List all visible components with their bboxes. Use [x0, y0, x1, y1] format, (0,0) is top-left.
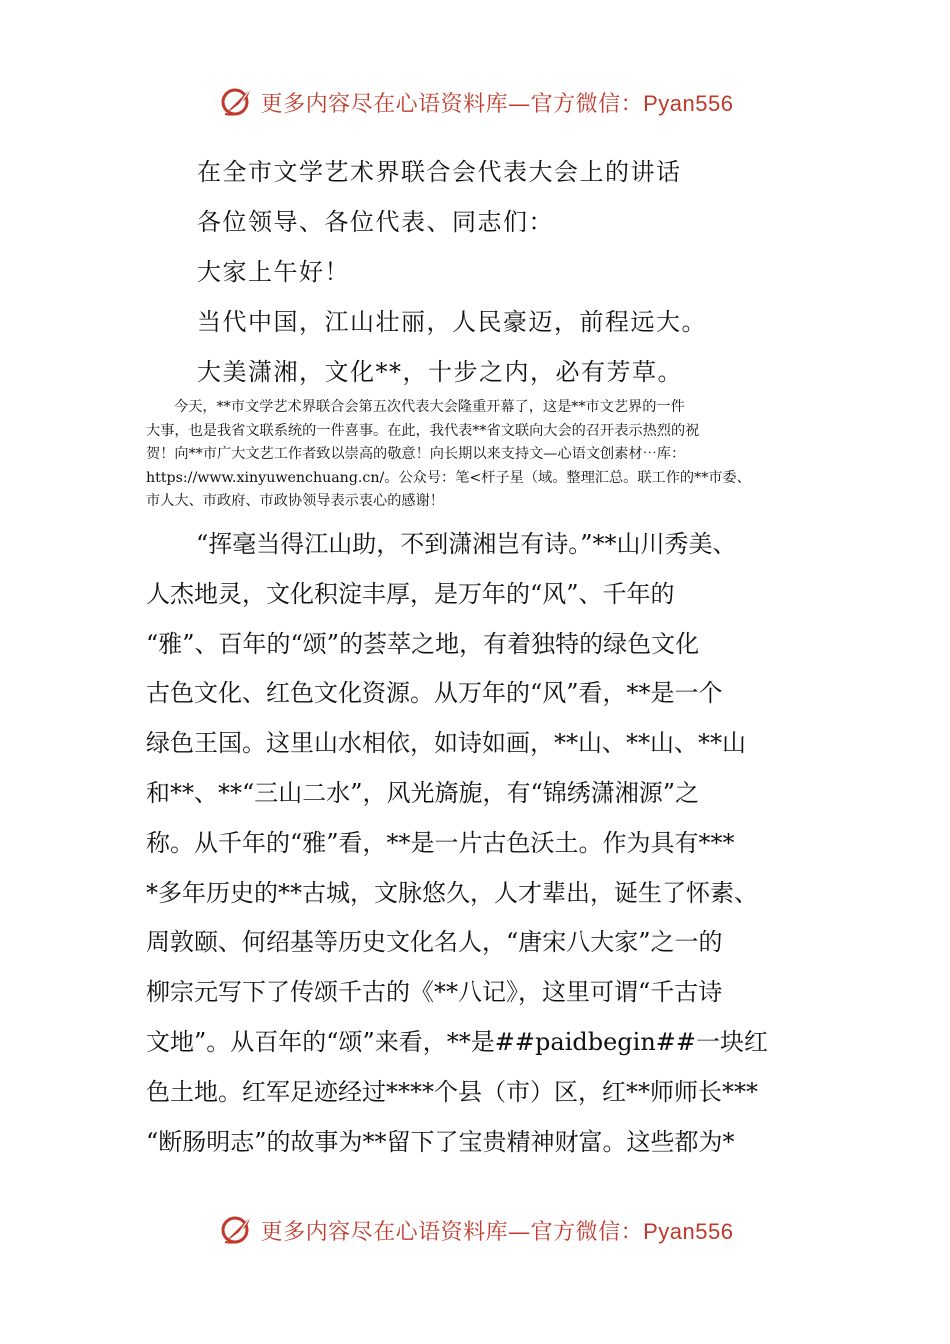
body-line: 和**、**“三山二水”，风光旖旎，有“锦绣潇湘源”之 — [146, 778, 700, 807]
salutation: 各位领导、各位代表、同志们： — [197, 208, 554, 236]
footer-banner — [0, 1210, 950, 1250]
paragraph-line: 今天，**市文学艺术界联合会第五次代表大会隆重开幕了，这是**市文艺界的一件 — [174, 399, 685, 415]
banner-slogan: 更多内容尽在心语资料库—官方微信： — [260, 91, 644, 117]
paragraph-line: https://www.xinyuwenchuang.cn/。公众号：笔<杆子星（域。整理汇总。联工作的**市委、 — [146, 469, 751, 486]
body-line: 文地”。从百年的“颂”来看，**是##paidbegin##一块红 — [146, 1027, 769, 1056]
body-line: 周敦颐、何绍基等历史文化名人，“唐宋八大家”之一的 — [146, 928, 723, 957]
paragraph-line: 市人大、市政府、市政协领导表示衷心的感谢！ — [146, 493, 444, 509]
wechat-id: Pyan556 — [643, 1218, 734, 1244]
body-line: “雅”、百年的“颂”的荟萃之地，有着独特的绿色文化 — [146, 629, 700, 658]
opening-paragraph — [146, 396, 811, 514]
body-line: *多年历史的**古城，文脉悠久，人才辈出，诞生了怀素、 — [146, 878, 758, 907]
body-line: 称。从千年的“雅”看，**是一片古色沃土。作为具有*** — [146, 828, 735, 857]
page-title: 在全市文学艺术界联合会代表大会上的讲话 — [197, 158, 682, 186]
body-line: 古色文化、红色文化资源。从万年的“风”看，**是一个 — [146, 679, 723, 708]
paragraph-line: 大事，也是我省文联系统的一件喜事。在此，我代表**省文联向大会的召开表示热烈的祝 — [146, 422, 700, 439]
body-line: 色土地。红军足迹经过****个县（市）区，红**师师长*** — [146, 1077, 758, 1106]
quill-pen-logo-icon — [217, 1210, 257, 1250]
paragraph-line: 贺！向**市广大文艺工作者致以崇高的敬意！向长期以来支持文—心语文创素材⋯库： — [146, 446, 686, 462]
header-banner — [0, 82, 950, 122]
banner-text — [261, 1215, 734, 1246]
banner-slogan: 更多内容尽在心语资料库—官方微信： — [260, 1219, 644, 1245]
body-paragraph — [146, 522, 808, 1169]
body-line: “挥毫当得江山助，不到潇湘岂有诗。”**山川秀美、 — [196, 530, 737, 558]
body-line: 柳宗元写下了传颂千古的《**八记》，这里可谓“千古诗 — [146, 978, 723, 1007]
greeting: 大家上午好！ — [197, 258, 350, 286]
body-line: 人杰地灵，文化积淀丰厚，是万年的“风”、千年的 — [146, 579, 675, 608]
quill-pen-logo-icon — [217, 82, 257, 122]
wechat-id: Pyan556 — [643, 90, 734, 116]
banner-text — [261, 87, 734, 118]
opening-line-2: 大美潇湘，文化**，十步之内，必有芳草。 — [197, 358, 683, 386]
intro-block — [197, 150, 817, 400]
body-line: “断肠明志”的故事为**留下了宝贵精神财富。这些都为* — [146, 1127, 735, 1156]
body-line: 绿色王国。这里山水相依，如诗如画，**山、**山、**山 — [146, 729, 746, 758]
opening-line-1: 当代中国，江山壮丽，人民豪迈，前程远大。 — [197, 308, 707, 336]
